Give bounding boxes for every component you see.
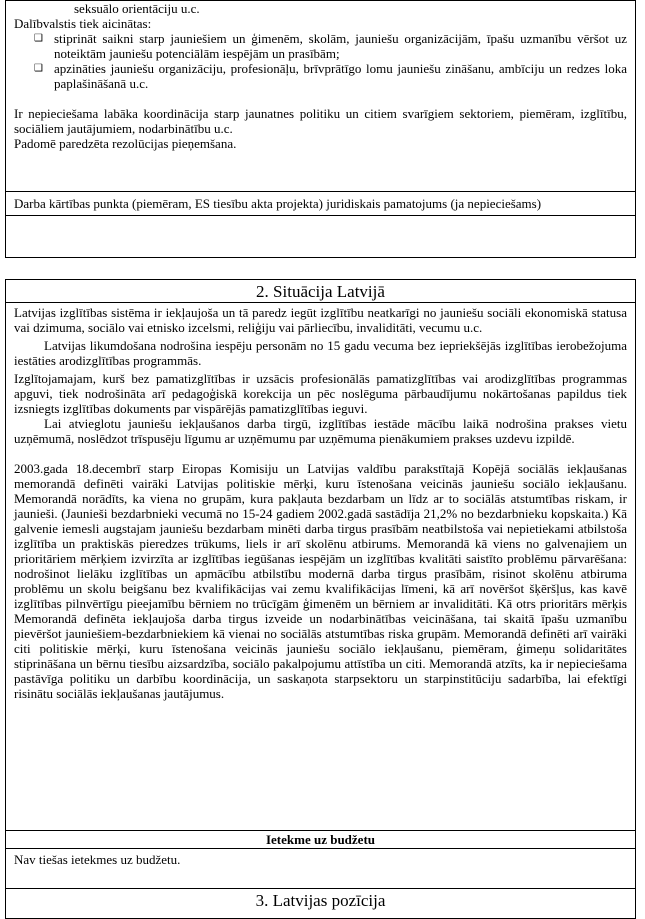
coordination-paragraph: Ir nepieciešama labāka koordinācija starp jaunatnes politiku un citiem svarīgiem sektoriem, piemēram, izglītību, sociāliem jautājumiem, nodarbinātību u.c. bbox=[14, 106, 627, 136]
budget-text-cell bbox=[6, 848, 635, 888]
paragraph: Latvijas likumdošana nodrošina iespēju personām no 15 gadu vecuma bez iepriekšējās izglītības ierobežojuma iestāties arodizglītības programmās. bbox=[14, 338, 627, 368]
budget-title: Ietekme uz budžetu bbox=[6, 830, 635, 848]
paragraph: Izglītojamajam, kurš bez pamatizglītības ir uzsācis profesionālās pamatizglītības vai arodizglītības programmas apguvi, tiek nodrošināta arī pedagoģiskā korekcija un pēc noslēguma pārbaudījumu nokārtošanas papildus tiek izsniegts izglītības dokuments par vispārējās pamatizglītības ieguvi. bbox=[14, 371, 627, 416]
section2-box bbox=[5, 279, 636, 919]
bullet-text: stiprināt saikni starp jauniešiem un ģimenēm, skolām, jauniešu organizācijām, īpašu uzmanību vēršot uz noteiktām jauniešu potenciālām iespējām un prasībām; bbox=[54, 31, 627, 61]
continued-line: seksuālo orientāciju u.c. bbox=[74, 1, 200, 16]
top-text-cell bbox=[6, 1, 635, 191]
bullet-item bbox=[14, 61, 627, 91]
bullet-text: apzināties jauniešu organizāciju, profesionāļu, brīvprātīgo lomu jauniešu zināšanu, ambīciju un redzes loka paplašināšanā u.c. bbox=[54, 61, 627, 91]
checkbox-bullet-icon: ❑ bbox=[34, 33, 43, 44]
checkbox-bullet-icon: ❑ bbox=[34, 63, 43, 74]
section2-title: 2. Situācija Latvijā bbox=[256, 282, 385, 301]
legal-basis-label-cell bbox=[6, 191, 635, 215]
budget-text: Nav tiešas ietekmes uz budžetu. bbox=[14, 852, 181, 867]
paragraph: Lai atvieglotu jauniešu iekļaušanos darba tirgū, izglītības iestāde mācību laikā nodrošina prakses vietu uzņēmumā, noslēdzot trīspusēju līgumu ar uzņēmumu par uzņēmuma pienākumiem prakses uzdevu izpildē. bbox=[14, 416, 627, 446]
bullet-item bbox=[14, 31, 627, 61]
section2-body-cell bbox=[6, 302, 635, 830]
intro-line: Dalībvalstis tiek aicinātas: bbox=[14, 16, 152, 31]
paragraph: 2003.gada 18.decembrī starp Eiropas Komisiju un Latvijas valdību parakstītajā Kopējā sociālās iekļaušanas memorandā definēti vairāki Latvijas politiskie mērķi, kuru īstenošana veicinās jauniešu sociālo iekļaušanu. Memorandā norādīts, ka viena no grupām, kura pakļauta bezdarbam un līdz ar to sociālās atstumtības riskam, ir jaunieši. (Jaunieši bezdarbnieki vecumā no 15-24 gadiem 2002.gadā sastādīja 21,2% no bezdarbnieku kopskaita.) Kā galvenie iemesli augstajam jauniešu bezdarbam minēti darba tirgus prasībām neatbilstoša vai nepietiekami atbilstoša izglītība un praktiskās pieredzes trūkums, liels ir arī skolēnu atbirums. Memorandā kā viens no galvenajiem un prioritāriem mērķiem izvirzīta ar izglītības iegūšanas iespējām un izglītības kvalitāti saistīto problēmu pārvarēšana: nodrošinot lielāku izglītības un apmācību atbilstību modernā darba tirgus prasībām, risinot skolēnu atbiruma problēmu un skolu beigšanu bez kvalifikācijas vai zemu kvalifikācijas līmeni, kā arī novēršot šķēršļus, kas kavē izglītības pilnvērtīgu pieejamību bērniem no trūcīgām ģimenēm un bērniem ar invaliditāti. Kā otrs prioritārs mērķis Memorandā definēta iekļaujoša darba tirgus izveide un nodarbinātības veicināšana, tai skaitā īpašu uzmanību pievēršot jauniešiem-bezdarbniekiem kā vienai no sociālās atstumtības riska grupām. Memorandā definēti arī vairāki citi politiskie mērķi, kuru īstenošana veicinās jauniešu sociālo iekļaušanu, piemēram, ģimeņu solidaritātes stiprināšana un bērnu tiesību aizsardzība, sociālo pakalpojumu attīstība un citi. Memorandā atzīts, ka ir nepieciešama pastāvīga politiku un darbību koordinācija, un saskaņota starpsektoru un starpinstitūciju sadarbība, lai efektīgi risinātu sociālās iekļaušanas jautājumus. bbox=[14, 461, 627, 701]
legal-basis-value-cell bbox=[6, 215, 635, 257]
legal-basis-label: Darba kārtības punkta (piemēram, ES tiesību akta projekta) juridiskais pamatojums (ja nepieciešams) bbox=[14, 196, 542, 211]
council-paragraph: Padomē paredzēta rezolūcijas pieņemšana. bbox=[14, 136, 237, 151]
paragraph: Latvijas izglītības sistēma ir iekļaujoša un tā paredz iegūt izglītību neatkarīgi no jauniešu sociāli ekonomiskā statusa vai dzimuma, sociālo vai etnisko izcelsmi, reliģiju vai pārliecību, invaliditāti, vecumu u.c. bbox=[14, 305, 627, 335]
top-section-box bbox=[5, 0, 636, 258]
section3-title: 3. Latvijas pozīcija bbox=[6, 888, 635, 912]
